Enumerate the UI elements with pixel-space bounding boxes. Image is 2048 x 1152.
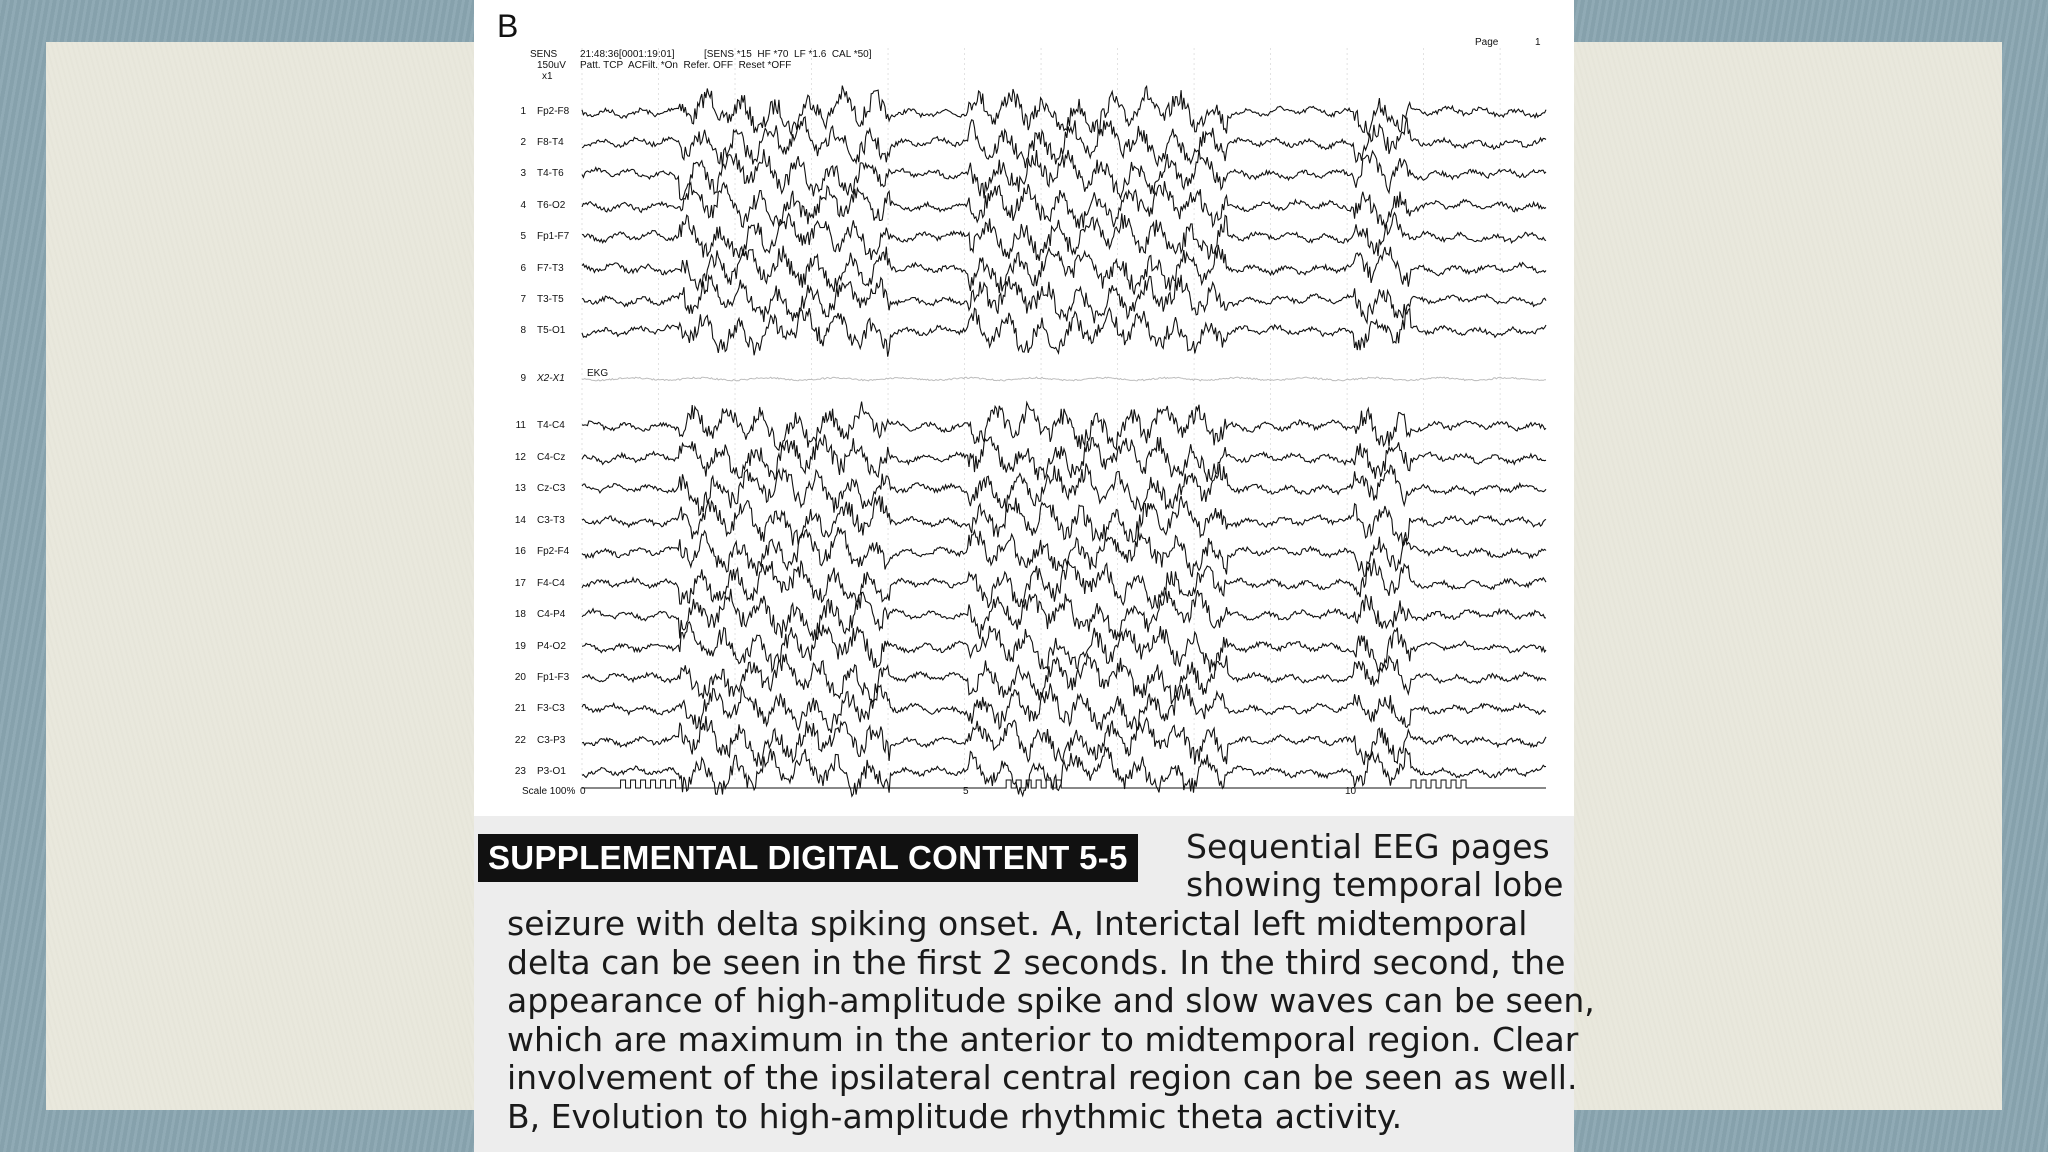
channel-name: C4-P4 xyxy=(537,609,566,620)
channel-number: 18 xyxy=(514,609,526,620)
caption-line-6: B, Evolution to high-amplitude rhythmic theta activity. xyxy=(507,1096,1403,1136)
caption-line-1: seizure with delta spiking onset. A, Interictal left midtemporal xyxy=(507,904,1528,943)
caption-lead xyxy=(1186,828,1566,904)
channel-name: Fp1-F3 xyxy=(537,672,570,683)
scale-label: Scale 100% xyxy=(522,786,576,797)
channel-number: 8 xyxy=(520,325,526,336)
supplemental-title: SUPPLEMENTAL DIGITAL CONTENT 5-5 xyxy=(478,834,1138,882)
x-tick-10: 10 xyxy=(1345,786,1357,797)
channel-name: Fp2-F8 xyxy=(537,106,570,117)
channel-number: 3 xyxy=(520,168,526,179)
channel-name: X2-X1 xyxy=(537,373,565,384)
channel-number: 9 xyxy=(520,373,526,384)
caption-lead-line-1: Sequential EEG pages xyxy=(1186,827,1550,866)
channel-name: C4-Cz xyxy=(537,452,566,463)
caption-line-2: delta can be seen in the first 2 seconds. In the third second, the xyxy=(507,942,1566,982)
sens-value: 150uV xyxy=(537,60,566,71)
channel-number: 11 xyxy=(515,420,526,431)
page-label: Page xyxy=(1475,37,1499,48)
caption-line-3: appearance of high-amplitude spike and slow waves can be seen, xyxy=(507,981,1595,1020)
channel-number: 17 xyxy=(514,578,526,589)
channel-name: T5-O1 xyxy=(537,325,566,336)
channel-name: F4-C4 xyxy=(537,578,565,589)
x-tick-0: 0 xyxy=(580,786,586,797)
page-number: 1 xyxy=(1535,37,1541,48)
channel-number: 4 xyxy=(520,200,526,211)
channel-number: 1 xyxy=(520,106,526,117)
channel-name: F8-T4 xyxy=(537,137,564,148)
channel-number: 7 xyxy=(520,294,526,305)
caption-line-4: which are maximum in the anterior to midtemporal region. Clear xyxy=(507,1019,1579,1059)
settings-line-2: Patt. TCP ACFilt. *On Refer. OFF Reset *OFF xyxy=(580,60,792,71)
settings-line-1: [SENS *15 HF *70 LF *1.6 CAL *50] xyxy=(704,49,872,60)
gain-label: x1 xyxy=(542,71,553,82)
channel-number: 21 xyxy=(514,703,526,714)
eeg-tracing-canvas xyxy=(474,0,1574,816)
channel-name: C3-T3 xyxy=(537,515,565,526)
channel-number: 13 xyxy=(514,483,526,494)
channel-name: P3-O1 xyxy=(537,766,566,777)
x-tick-5: 5 xyxy=(963,786,969,797)
recording-time: 21:48:36[0001:19:01] xyxy=(580,49,675,60)
channel-name: F7-T3 xyxy=(537,263,564,274)
channel-number: 16 xyxy=(514,546,526,557)
channel-name: T4-T6 xyxy=(537,168,564,179)
channel-number: 14 xyxy=(514,515,526,526)
channel-number: 22 xyxy=(514,735,526,746)
channel-name: P4-O2 xyxy=(537,641,566,652)
sens-label: SENS xyxy=(530,49,558,60)
panel-letter: B xyxy=(497,8,519,44)
channel-number: 19 xyxy=(514,641,526,652)
caption-line-5: involvement of the ipsilateral central region can be seen as well. xyxy=(507,1058,1578,1097)
caption-lead-line-2: showing temporal lobe xyxy=(1186,865,1564,904)
channel-number: 5 xyxy=(520,231,526,242)
channel-number: 2 xyxy=(520,137,526,148)
channel-number: 20 xyxy=(514,672,526,683)
channel-name: C3-P3 xyxy=(537,735,566,746)
channel-name: Fp2-F4 xyxy=(537,546,570,557)
channel-number: 6 xyxy=(520,263,526,274)
caption-body xyxy=(507,904,1595,1136)
channel-name: F3-C3 xyxy=(537,703,565,714)
channel-name: T6-O2 xyxy=(537,200,566,211)
channel-name: T3-T5 xyxy=(537,294,564,305)
channel-number: 23 xyxy=(514,766,526,777)
channel-name: Fp1-F7 xyxy=(537,231,570,242)
ekg-tag: EKG xyxy=(587,368,609,379)
channel-name: Cz-C3 xyxy=(537,483,566,494)
channel-name: T4-C4 xyxy=(537,420,565,431)
channel-number: 12 xyxy=(514,452,526,463)
